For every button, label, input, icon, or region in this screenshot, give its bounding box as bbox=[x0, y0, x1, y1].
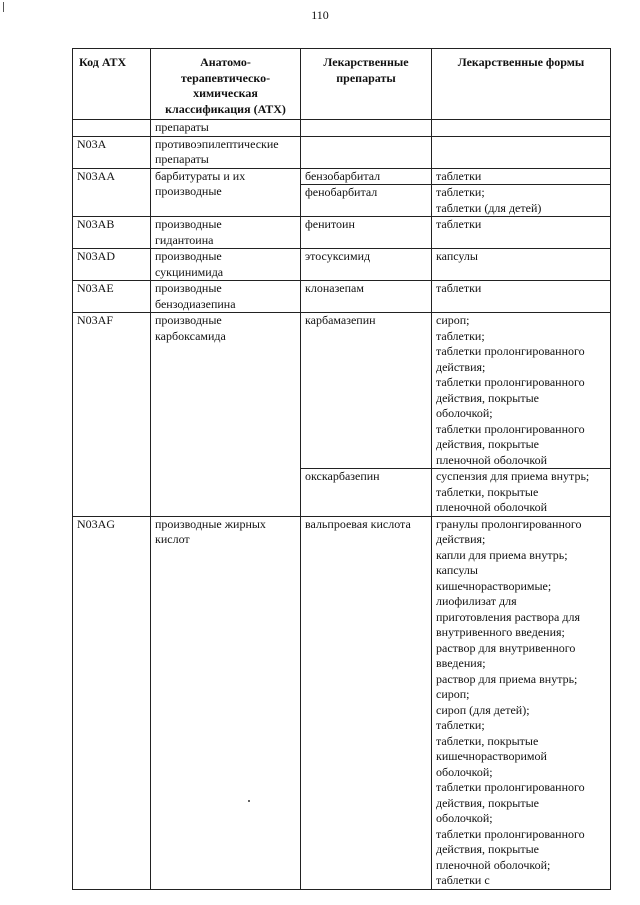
classification-line: производные bbox=[155, 281, 222, 295]
header-classification bbox=[151, 49, 301, 120]
form-line: капсулы bbox=[436, 249, 478, 263]
forms-cell bbox=[432, 168, 611, 185]
table-row bbox=[73, 136, 611, 168]
forms-cell bbox=[432, 120, 611, 137]
classification-line: производные bbox=[155, 313, 222, 327]
header-classification-line: Анатомо- bbox=[200, 55, 251, 69]
classification-cell bbox=[151, 281, 301, 313]
classification-cell bbox=[151, 217, 301, 249]
header-classification-line: терапевтическо- bbox=[180, 70, 271, 85]
table-row bbox=[73, 217, 611, 249]
form-line: оболочкой; bbox=[436, 406, 493, 420]
table-row bbox=[73, 281, 611, 313]
form-line: оболочкой; bbox=[436, 811, 493, 825]
forms-cell bbox=[432, 281, 611, 313]
header-drugs bbox=[301, 49, 432, 120]
forms-cell bbox=[432, 249, 611, 281]
classification-line: производные bbox=[155, 217, 222, 231]
code-cell: N03AB bbox=[73, 217, 151, 249]
form-line: внутривенного введения; bbox=[436, 625, 565, 639]
form-line: пленочной оболочкой; bbox=[436, 857, 551, 872]
form-line: таблетки bbox=[436, 281, 482, 295]
scan-speck bbox=[248, 800, 250, 802]
header-classification-line: классификация (АТХ) bbox=[165, 101, 286, 116]
drug-cell: клоназепам bbox=[301, 281, 432, 313]
classification-line: производные жирных bbox=[155, 516, 266, 531]
code-cell: N03AA bbox=[73, 168, 151, 217]
form-line: действия; bbox=[436, 532, 486, 546]
table-row bbox=[73, 168, 611, 185]
form-line: пленочной оболочкой bbox=[436, 452, 548, 467]
form-line: оболочкой; bbox=[436, 764, 493, 779]
classification-line: противоэпилептические bbox=[155, 136, 279, 151]
forms-cell bbox=[432, 217, 611, 249]
form-line: раствор для приема внутрь; bbox=[436, 671, 578, 686]
drug-cell: вальпроевая кислота bbox=[301, 516, 432, 889]
classification-cell bbox=[151, 516, 301, 889]
form-line: таблетки пролонгированного bbox=[436, 780, 585, 794]
forms-cell bbox=[432, 516, 611, 889]
form-line: таблетки, покрытые bbox=[436, 484, 539, 499]
form-line: раствор для внутривенного bbox=[436, 640, 576, 655]
form-line: действия, покрытые bbox=[436, 842, 539, 856]
form-line: действия; bbox=[436, 359, 486, 374]
form-line: таблетки, покрытые bbox=[436, 733, 539, 748]
code-cell bbox=[73, 120, 151, 137]
table-row bbox=[73, 313, 611, 469]
form-line: действия, покрытые bbox=[436, 390, 539, 405]
drug-cell: фенитоин bbox=[301, 217, 432, 249]
classification-line: препараты bbox=[155, 152, 209, 166]
code-cell: N03AG bbox=[73, 516, 151, 889]
classification-cell bbox=[151, 313, 301, 517]
forms-cell bbox=[432, 185, 611, 217]
form-line: таблетки пролонгированного bbox=[436, 826, 585, 841]
classification-line: производные bbox=[155, 249, 222, 263]
form-line: кишечнорастворимые; bbox=[436, 578, 552, 593]
drug-cell bbox=[301, 136, 432, 168]
form-line: капли для приема внутрь; bbox=[436, 547, 568, 562]
header-forms: Лекарственные формы bbox=[432, 49, 611, 120]
table-header-row bbox=[73, 49, 611, 120]
form-line: лиофилизат для bbox=[436, 594, 517, 608]
form-line: капсулы bbox=[436, 563, 478, 577]
drug-cell: этосуксимид bbox=[301, 249, 432, 281]
classification-line: гидантоина bbox=[155, 232, 214, 247]
header-classification-line: химическая bbox=[193, 86, 258, 100]
drug-cell: карбамазепин bbox=[301, 313, 432, 469]
form-line: сироп (для детей); bbox=[436, 702, 530, 717]
form-line: суспензия для приема внутрь; bbox=[436, 469, 590, 483]
classification-line: карбоксамида bbox=[155, 328, 226, 343]
header-code: Код АТХ bbox=[73, 49, 151, 120]
form-line: кишечнорастворимой bbox=[436, 749, 547, 763]
classification-cell bbox=[151, 249, 301, 281]
page-number: 110 bbox=[311, 8, 329, 22]
form-line: таблетки пролонгированного bbox=[436, 421, 585, 436]
classification-line: производные bbox=[155, 184, 222, 198]
form-line: таблетки с bbox=[436, 873, 490, 887]
table-row bbox=[73, 516, 611, 889]
form-line: пленочной оболочкой bbox=[436, 500, 548, 514]
form-line: таблетки bbox=[436, 168, 482, 183]
table-body bbox=[73, 120, 611, 890]
classification-line: сукцинимида bbox=[155, 264, 224, 279]
table-row bbox=[73, 120, 611, 137]
forms-cell bbox=[432, 469, 611, 517]
form-line: таблетки; bbox=[436, 718, 485, 732]
classification-line: бензодиазепина bbox=[155, 296, 236, 311]
form-line: таблетки (для детей) bbox=[436, 200, 542, 215]
form-line: гранулы пролонгированного bbox=[436, 516, 582, 531]
classification-cell: препараты bbox=[151, 120, 301, 137]
form-line: таблетки bbox=[436, 217, 482, 231]
drug-cell: бензобарбитал bbox=[301, 168, 432, 185]
forms-cell bbox=[432, 313, 611, 469]
form-line: введения; bbox=[436, 656, 486, 670]
drug-cell: окскарбазепин bbox=[301, 469, 432, 517]
form-line: таблетки пролонгированного bbox=[436, 344, 585, 358]
classification-cell bbox=[151, 136, 301, 168]
form-line: сироп; bbox=[436, 687, 470, 701]
table-row bbox=[73, 249, 611, 281]
classification-cell bbox=[151, 168, 301, 217]
header-drugs-line: препараты bbox=[336, 70, 396, 85]
drug-cell bbox=[301, 120, 432, 137]
form-line: таблетки; bbox=[436, 328, 485, 343]
form-line: действия, покрытые bbox=[436, 795, 539, 810]
form-line: таблетки; bbox=[436, 185, 485, 199]
code-cell: N03AF bbox=[73, 313, 151, 517]
code-cell: N03AE bbox=[73, 281, 151, 313]
code-cell: N03AD bbox=[73, 249, 151, 281]
classification-line: кислот bbox=[155, 532, 190, 546]
atc-table bbox=[72, 48, 611, 890]
classification-line: барбитураты и их bbox=[155, 168, 246, 183]
form-line: приготовления раствора для bbox=[436, 609, 580, 624]
form-line: таблетки пролонгированного bbox=[436, 375, 585, 389]
header-drugs-line: Лекарственные bbox=[323, 55, 409, 69]
form-line: действия, покрытые bbox=[436, 437, 539, 451]
form-line: сироп; bbox=[436, 313, 470, 327]
forms-cell bbox=[432, 136, 611, 168]
drug-cell: фенобарбитал bbox=[301, 185, 432, 217]
code-cell: N03A bbox=[73, 136, 151, 168]
